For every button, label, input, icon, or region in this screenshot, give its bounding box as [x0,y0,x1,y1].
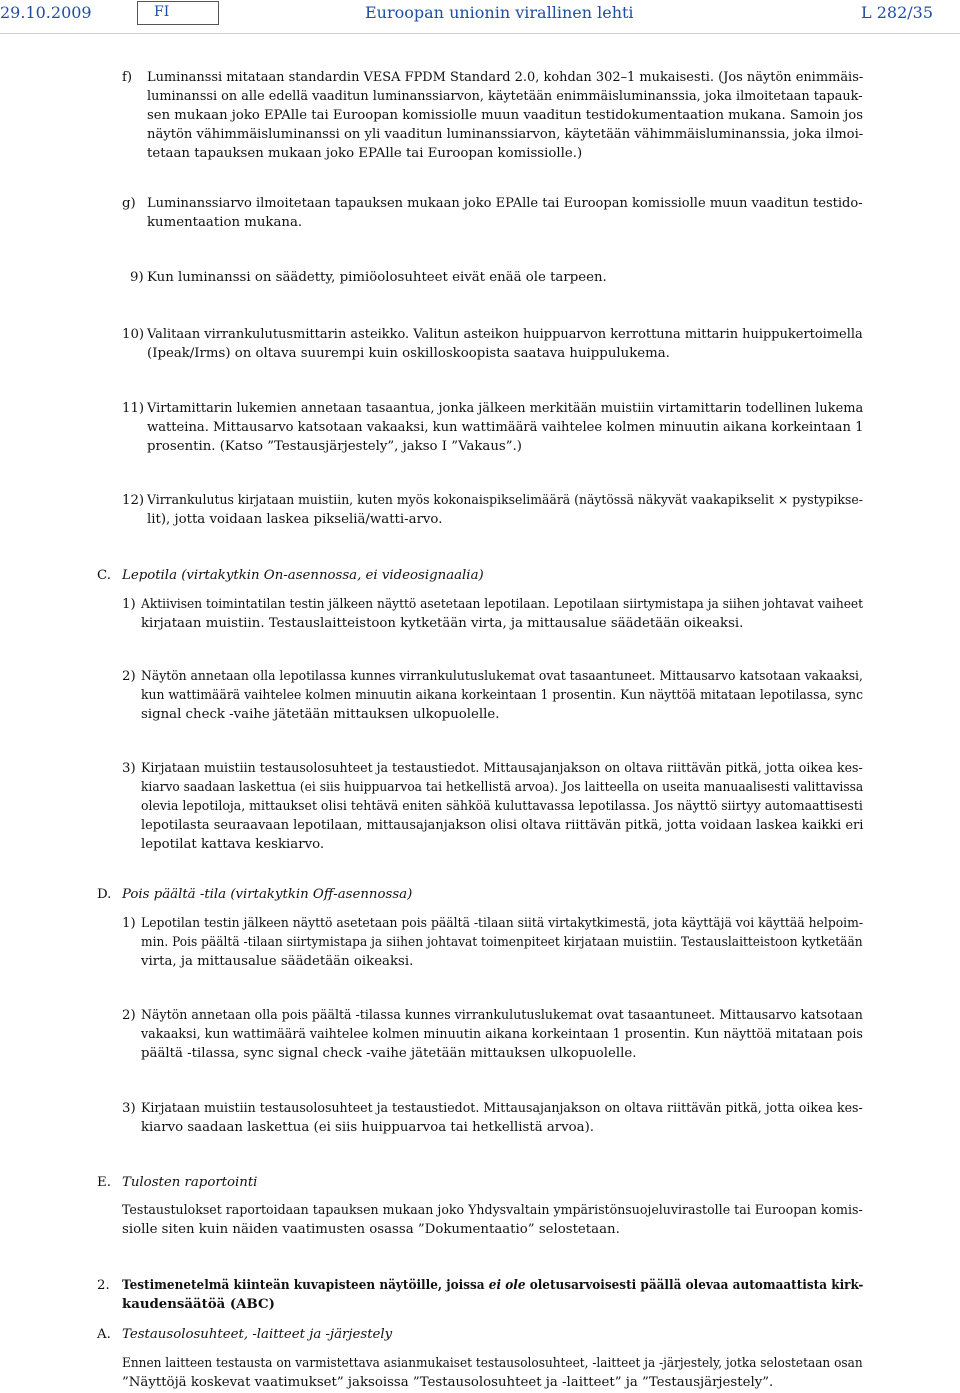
section-e-text: Testaustulokset raportoidaan tapauksen mukaan joko Yhdysvaltain ympäristönsuojeluvirastolle tai Euroopan komis- siolle siten kuin näiden vaatimusten osassa ”Dokumentaatio” selostetaan. [122,1203,863,1237]
section-c-item-label: 1) [122,597,136,612]
item-f-text: Luminanssi mitataan standardin VESA FPDM Standard 2.0, kohdan 302–1 mukaisesti. (Jos näytön enimmäis- luminanssi on alle edellä vaaditun luminanssiarvon, käytetään enimmäisluminanssia, joka ilmoitetaan tapauk- sen mukaan joko EPAlle tai Euroopan komissiolle muun vaaditun testidokumentaation mukana. Samoin jos näytön vähimmäisluminanssi on yli vaaditun luminanssiarvon, käytetään vähimmäisluminanssia, joka ilmoi- tetaan tapauksen mukaan joko EPAlle tai Euroopan komissiolle.) [147,70,864,161]
language-badge: FI [137,1,219,25]
item-label-9: 9) [130,270,144,285]
section-e-letter: E. [97,1175,111,1190]
section-2-heading: Testimenetelmä kiinteän kuvapisteen näytöille, joissa ei ole oletusarvoisesti päällä olevaa automaattista kirk- kaudensäätöä (ABC) [122,1278,864,1312]
section-d-item-text: Näytön annetaan olla pois päältä -tilassa kunnes virrankulutuslukemat ovat tasaantuneet. Mittausarvo katsotaan vakaaksi, kun wattimäärä vaihtelee kolmen minuutin aikana korkeintaan 1 prosentin. Kun näyttöä mitataan pois päältä -tilassa, sync signal check -vaihe jätetään mittauksen ulkopuolelle. [141,1008,863,1061]
section-e-title: Tulosten raportointi [122,1175,258,1190]
item-9-text: Kun luminanssi on säädetty, pimiöolosuhteet eivät enää ole tarpeen. [147,270,607,285]
section-d-letter: D. [97,887,112,902]
section-c-item-text: Näytön annetaan olla lepotilassa kunnes virrankulutuslukemat ovat tasaantuneet. Mittausarvo katsotaan vakaaksi, kun wattimäärä vaihtelee kolmen minuutin aikana korkeintaan 1 prosentin. Kun näyttöä mitataan lepotilassa, sync signal check -vaihe jätetään mittauksen ulkopuolelle. [141,669,864,722]
item-12-text: Virrankulutus kirjataan muistiin, kuten myös kokonaispikselimäärä (näytössä näkyvät vaakapikselit × pystypikse- lit), jotta voidaan laskea pikseliä/watti-arvo. [147,493,863,527]
item-label-g: g) [122,196,136,211]
section-d-item-text: Kirjataan muistiin testausolosuhteet ja testaustiedot. Mittausajanjakson on oltava riittävän pitkä, jotta oikea kes- kiarvo saadaan laskettua (ei siis huippuarvoa tai hetkellistä arvoa). [141,1101,863,1135]
section-a-letter: A. [97,1327,111,1342]
section-d-item-label: 2) [122,1008,136,1023]
section-c-item-text: Aktiivisen toimintatilan testin jälkeen näyttö asetetaan lepotilaan. Lepotilaan siirtymistapa ja siihen johtavat vaiheet kirjataan muistiin. Testauslaitteistoon kytketään virta, ja mittausalue säädetään oikeaksi. [141,597,864,631]
page-reference: L 282/35 [861,3,933,22]
section-2-number: 2. [97,1278,110,1293]
section-c-title: Lepotila (virtakytkin On-asennossa, ei videosignaalia) [122,568,484,583]
section-d-item-label: 1) [122,916,136,931]
item-label-f: f) [122,70,133,85]
section-c-item-label: 2) [122,669,136,684]
section-c-item-text: Kirjataan muistiin testausolosuhteet ja testaustiedot. Mittausajanjakson on oltava riittävän pitkä, jotta oikea kes- kiarvo saadaan laskettua (ei siis huippuarvoa tai hetkellistä arvoa). Jos laitteella on useita manuaalisesti valittavissa olevia lepotiloja, mittaukset olisi tehtävä eniten sähköä kuluttavassa lepotilassa. Jos näyttö siirtyy automaattisesti lepotilasta seuraavaan lepotilaan, mittausajanjakson olisi oltava riittävän pitkä, jotta voidaan laskea kaikki eri lepotilat kattava keskiarvo. [141,761,864,852]
section-d-item-text: Lepotilan testin jälkeen näyttö asetetaan pois päältä -tilaan siitä virtakytkimestä, jota käyttäjä voi käyttää helpoim- min. Pois päältä -tilaan siirtymistapa ja siihen johtavat toimenpiteet kirjataan muistiin. Testauslaitteistoon kytketään virta, ja mittausalue säädetään oikeaksi. [141,916,864,969]
header-divider [0,33,960,34]
section-d-title: Pois päältä -tila (virtakytkin Off-asennossa) [122,887,413,902]
publication-date: 29.10.2009 [0,3,92,22]
journal-title: Euroopan unionin virallinen lehti [365,3,634,22]
section-d-item-label: 3) [122,1101,136,1116]
item-label-11: 11) [122,401,145,416]
section-a-title: Testausolosuhteet, -laitteet ja -järjestely [122,1327,393,1342]
section-a-text: Ennen laitteen testausta on varmistettava asianmukaiset testausolosuhteet, -laitteet ja -järjestely, jotka selostetaan osan ”Näyttöjä koskevat vaatimukset” jaksoissa ”Testausolosuhteet ja -laitteet” ja ”Testausjärjestely”. [122,1356,863,1390]
item-g-text: Luminanssiarvo ilmoitetaan tapauksen mukaan joko EPAlle tai Euroopan komissiolle muun vaaditun testido- kumentaation mukana. [147,196,863,230]
item-11-text: Virtamittarin lukemien annetaan tasaantua, jonka jälkeen merkitään muistiin virtamittarin todellinen lukema watteina. Mittausarvo katsotaan vakaaksi, kun wattimäärä vaihtelee kolmen minuutin aikana korkeintaan 1 prosentin. (Katso ”Testausjärjestely”, jakso I ”Vakaus”.) [147,401,864,454]
item-label-12: 12) [122,493,145,508]
section-c-letter: C. [97,568,111,583]
item-10-text: Valitaan virrankulutusmittarin asteikko. Valitun asteikon huippuarvon kerrottuna mittarin huippukertoimella (Ipeak/Irms) on oltava suurempi kuin oskilloskoopista saatava huippulukema. [147,327,863,361]
section-c-item-label: 3) [122,761,136,776]
item-label-10: 10) [122,327,145,342]
